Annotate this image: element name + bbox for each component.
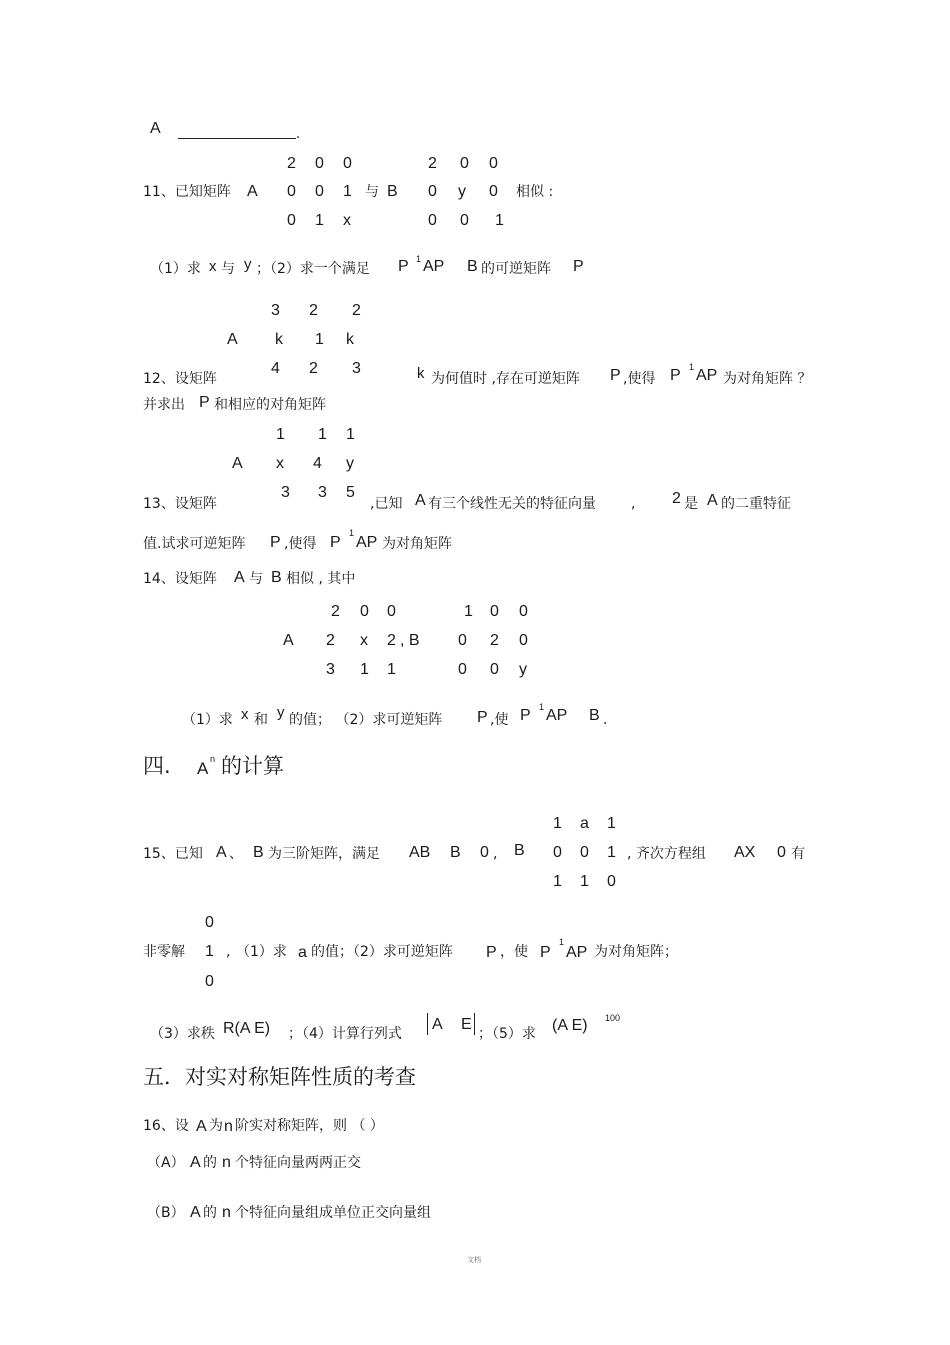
matrix-b-entry: 1: [553, 815, 562, 832]
matrix-entry: 4: [313, 455, 322, 472]
eigenvalue: 2: [672, 490, 681, 507]
matrix-a-entry: 1: [387, 661, 396, 678]
matrix-a-entry: 0: [287, 212, 296, 229]
matrix-b-entry: 0: [458, 661, 467, 678]
problem-14-lead: 14、设矩阵: [143, 571, 217, 587]
matrix-b-label: B: [387, 183, 398, 200]
matrix-b-label: B: [589, 707, 600, 724]
question-text: ,使: [490, 712, 509, 728]
formula-text: AB: [409, 844, 431, 861]
matrix-entry: 3: [281, 484, 290, 501]
power-exponent: n: [210, 754, 216, 764]
period: .: [603, 712, 608, 728]
matrix-entry: 1: [346, 426, 355, 443]
matrix-a-entry: x: [360, 632, 368, 649]
matrix-b-entry: 0: [553, 844, 562, 861]
text: 与: [221, 261, 235, 277]
matrix-entry: x: [276, 455, 284, 472]
question-text: 和相应的对角矩阵: [214, 397, 326, 413]
matrix-p-label: P: [610, 367, 621, 384]
question-text: 为对角矩阵 ？: [723, 371, 812, 387]
question-text: 有三个线性无关的特征向量: [428, 496, 596, 512]
matrix-b-label: B: [514, 842, 525, 859]
matrix-a-label: A: [283, 632, 294, 649]
formula-text: AX: [734, 844, 756, 861]
problem-16-lead: 16、设: [143, 1118, 189, 1134]
matrix-entry: 2: [309, 302, 318, 319]
formula-text: AP: [546, 707, 568, 724]
identity-e: E: [461, 1016, 472, 1033]
matrix-entry: 4: [271, 360, 280, 377]
text: 与: [365, 184, 379, 200]
question-text: ,使得: [623, 371, 656, 387]
problem-12-lead: 12、设矩阵: [143, 371, 217, 387]
matrix-a-entry: 1: [343, 183, 352, 200]
var-y: y: [244, 256, 252, 273]
matrix-a-label: A: [150, 120, 161, 137]
matrix-b-entry: 0: [460, 212, 469, 229]
matrix-b-entry: 1: [580, 873, 589, 890]
matrix-b-label: B: [253, 844, 264, 861]
vector-entry: 0: [205, 914, 214, 931]
matrix-b-entry: 0: [490, 661, 499, 678]
matrix-a-label: A: [196, 1118, 207, 1135]
matrix-a-entry: 0: [343, 155, 352, 172]
problem-11-lead: 11、已知矩阵: [143, 184, 231, 200]
vector-entry: 0: [205, 973, 214, 990]
text: 与: [249, 571, 263, 587]
matrix-b-entry: 0: [489, 183, 498, 200]
inverse-exponent: 1: [539, 702, 545, 712]
question-text: 并求出: [143, 397, 185, 413]
matrix-p-label: P: [199, 394, 210, 411]
question-text: 值.试求可逆矩阵: [143, 536, 246, 552]
comma: ,: [493, 846, 498, 862]
matrix-a-label: A: [216, 844, 227, 861]
matrix-b-entry: 1: [464, 603, 473, 620]
question-text: （1）求: [182, 712, 233, 728]
matrix-b-entry: 0: [490, 603, 499, 620]
matrix-b-entry: 1: [607, 815, 616, 832]
inverse-exponent: 1: [559, 937, 565, 947]
text: 相似 , 其中: [286, 571, 356, 587]
matrix-a-label: A: [190, 1154, 201, 1171]
question-text: 为三阶矩阵，满足: [268, 846, 380, 862]
section-5-heading: 五．对实对称矩阵性质的考查: [143, 1065, 416, 1089]
var-n: n: [222, 1204, 231, 1221]
question-text: （3）求秩: [150, 1026, 215, 1042]
power-exponent: 100: [605, 1013, 621, 1023]
formula-text: AP: [696, 367, 718, 384]
matrix-p-label: P: [540, 944, 551, 961]
question-text: 非零解: [143, 944, 185, 960]
matrix-a-entry: 0: [287, 183, 296, 200]
text: 为: [209, 1118, 223, 1134]
rank-expression: R(A E): [223, 1020, 271, 1037]
formula-text: AP: [566, 944, 588, 961]
section-title: 的计算: [221, 754, 284, 778]
question-text: ；（4）计算行列式: [288, 1026, 402, 1042]
matrix-b-label: B: [271, 569, 282, 586]
question-text: ,已知: [370, 496, 403, 512]
var-y: y: [277, 704, 285, 721]
matrix-entry: 2: [352, 302, 361, 319]
text: 的: [203, 1155, 217, 1171]
matrix-p-label: P: [520, 707, 531, 724]
question-text: 是: [684, 496, 698, 512]
text: 相似 :: [516, 184, 554, 200]
question-text: 阶实对称矩阵，则 （ ）: [235, 1118, 384, 1134]
matrix-b-entry: 1: [553, 873, 562, 890]
matrix-b-entry: 0: [519, 603, 528, 620]
var-x: x: [209, 258, 217, 275]
matrix-b-entry: 0: [458, 632, 467, 649]
section-number: 四.: [143, 754, 171, 778]
matrix-p-label: P: [330, 534, 341, 551]
power-expression: (A E): [552, 1017, 588, 1034]
formula-text: AP: [423, 258, 445, 275]
vector-entry: 1: [205, 943, 214, 960]
period: .: [296, 127, 301, 142]
zero: 0: [777, 844, 786, 861]
question-text: 为何值时 ,存在可逆矩阵: [431, 371, 580, 387]
matrix-a-label: A: [197, 759, 209, 778]
matrix-b-entry: 2: [428, 155, 437, 172]
inverse-exponent: 1: [416, 254, 422, 264]
inverse-exponent: 1: [689, 362, 695, 372]
option-label: （B）: [147, 1205, 185, 1221]
matrix-a-label: A: [247, 183, 258, 200]
matrix-b-entry: 0: [428, 183, 437, 200]
question-text: （1）求: [150, 261, 201, 277]
matrix-a-label: A: [707, 492, 718, 509]
matrix-entry: 3: [352, 360, 361, 377]
matrix-a-entry: 3: [326, 661, 335, 678]
matrix-a-entry: 1: [315, 212, 324, 229]
var-a: a: [298, 944, 307, 961]
var-k: k: [417, 365, 425, 382]
matrix-p-label: P: [270, 534, 281, 551]
matrix-a-label: A: [190, 1204, 201, 1221]
comma: ,: [226, 944, 231, 960]
matrix-a-entry: 2: [326, 632, 335, 649]
option-text: 个特征向量组成单位正交向量组: [235, 1205, 431, 1221]
question-text: 的二重特征: [721, 496, 791, 512]
matrix-a-label: A: [227, 331, 238, 348]
matrix-entry: 2: [309, 360, 318, 377]
matrix-p-label: P: [573, 258, 584, 275]
matrix-a-label: A: [415, 492, 426, 509]
question-text: （1）求: [236, 944, 287, 960]
text: 的: [203, 1205, 217, 1221]
matrix-a-entry: x: [343, 212, 351, 229]
question-text: 的值；（2）求可逆矩阵: [311, 944, 453, 960]
matrix-b-entry: 0: [580, 844, 589, 861]
matrix-a-entry: 2: [287, 155, 296, 172]
text: 有: [791, 846, 805, 862]
matrix-a-entry: 0: [315, 155, 324, 172]
var-n: n: [222, 1154, 231, 1171]
var-n: n: [224, 1118, 233, 1135]
option-label: （A）: [147, 1155, 185, 1171]
determinant-bar-right: [474, 1013, 475, 1035]
matrix-entry: 1: [315, 331, 324, 348]
matrix-a-entry: 2: [331, 603, 340, 620]
matrix-p-label: P: [398, 258, 409, 275]
var-x: x: [241, 706, 249, 723]
matrix-b-label: B: [467, 258, 478, 275]
matrix-b-entry: 1: [495, 212, 504, 229]
matrix-b-entry: 2: [490, 632, 499, 649]
text: 和: [254, 712, 268, 728]
matrix-b-entry: a: [580, 815, 589, 832]
question-text: 为对角矩阵: [382, 536, 452, 552]
matrix-b-entry: y: [519, 661, 527, 678]
page-footer: 文档: [467, 1256, 481, 1264]
comma: ,: [631, 496, 636, 512]
matrix-p-label: P: [477, 709, 488, 726]
matrix-b-entry: 1: [607, 844, 616, 861]
matrix-entry: k: [275, 331, 283, 348]
formula-text: AP: [356, 534, 378, 551]
matrix-entry: 1: [318, 426, 327, 443]
option-text: 个特征向量两两正交: [235, 1155, 361, 1171]
text: 、: [229, 846, 243, 862]
matrix-entry: 5: [346, 484, 355, 501]
zero: 0: [480, 844, 489, 861]
question-text: ,使得: [284, 536, 317, 552]
problem-13-lead: 13、设矩阵: [143, 496, 217, 512]
question-text: 的值； （2）求可逆矩阵: [289, 712, 443, 728]
matrix-b-entry: 0: [519, 632, 528, 649]
determinant-bar-left: [427, 1013, 428, 1035]
matrix-entry: y: [346, 455, 354, 472]
matrix-a-entry: 0: [360, 603, 369, 620]
question-text: ；（5）求: [478, 1026, 536, 1042]
problem-15-lead: 15、已知: [143, 846, 203, 862]
matrix-b-label: , B: [400, 632, 420, 649]
question-text: , 齐次方程组: [627, 846, 706, 862]
question-text: ，使: [500, 944, 528, 960]
matrix-b-entry: 0: [460, 155, 469, 172]
matrix-entry: 3: [318, 484, 327, 501]
matrix-entry: 3: [271, 302, 280, 319]
matrix-a-label: A: [432, 1016, 443, 1033]
inverse-exponent: 1: [349, 528, 355, 538]
matrix-p-label: P: [670, 367, 681, 384]
matrix-a-label: A: [232, 455, 243, 472]
matrix-a-entry: 1: [360, 661, 369, 678]
matrix-a-entry: 2: [387, 632, 396, 649]
matrix-entry: k: [346, 331, 354, 348]
matrix-b-entry: 0: [489, 155, 498, 172]
matrix-entry: 1: [276, 426, 285, 443]
matrix-b-entry: y: [458, 183, 466, 200]
matrix-a-label: A: [234, 569, 245, 586]
matrix-a-entry: 0: [387, 603, 396, 620]
matrix-b-entry: 0: [428, 212, 437, 229]
question-text: 为对角矩阵；: [594, 944, 678, 960]
matrix-p-label: P: [486, 944, 497, 961]
matrix-b-label: B: [450, 844, 461, 861]
question-text: 的可逆矩阵: [481, 261, 551, 277]
matrix-b-entry: 0: [607, 873, 616, 890]
question-text: ；（2）求一个满足: [256, 261, 370, 277]
answer-blank: [178, 138, 296, 139]
matrix-a-entry: 0: [315, 183, 324, 200]
